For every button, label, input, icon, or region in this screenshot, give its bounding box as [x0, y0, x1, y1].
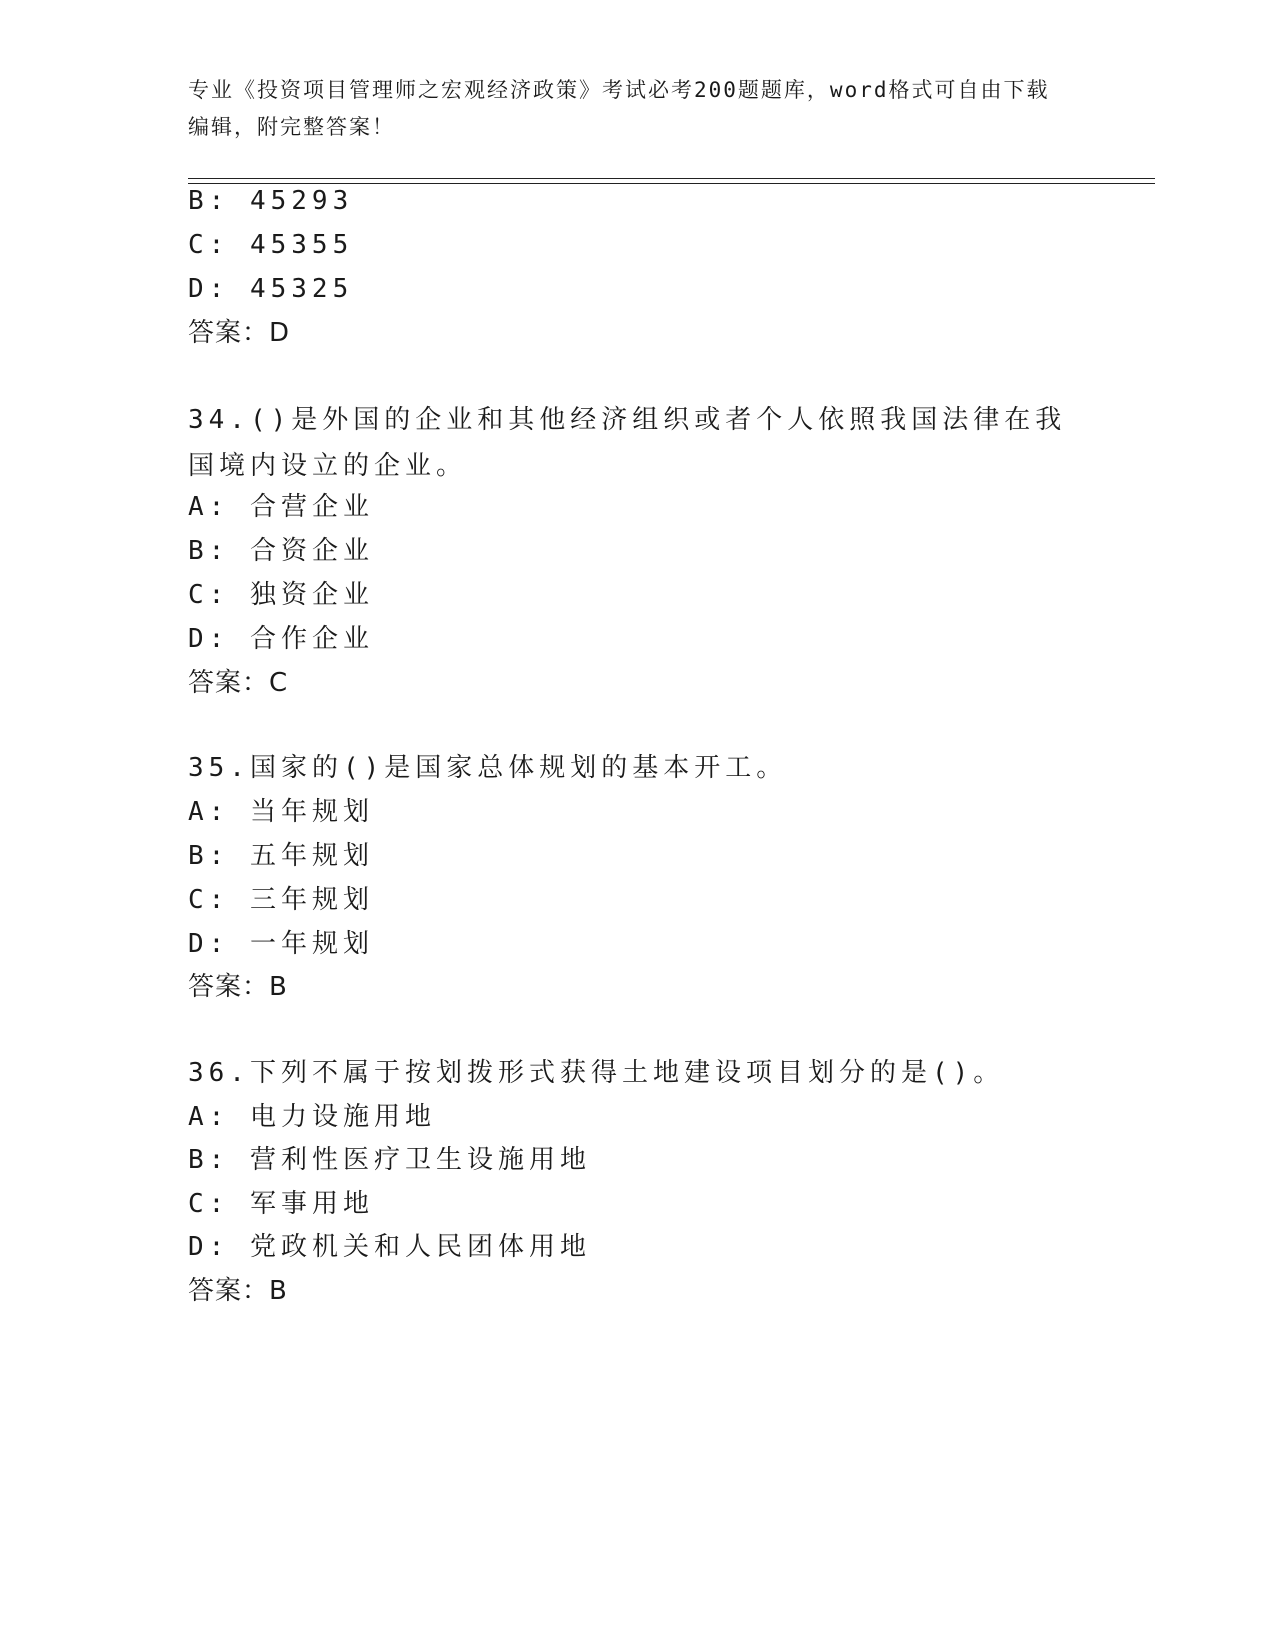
option-b: B: 合资企业 — [188, 536, 374, 566]
option-a: A: 电力设施用地 — [188, 1102, 436, 1132]
option-b: B: 五年规划 — [188, 841, 374, 871]
answer: 答案：C — [188, 668, 289, 698]
option-b: B: 45293 — [188, 186, 354, 216]
option-c: C: 三年规划 — [188, 885, 374, 915]
option-c: C: 独资企业 — [188, 580, 374, 610]
question-stem: 36.下列不属于按划拨形式获得土地建设项目划分的是()。 — [188, 1058, 1005, 1088]
question-stem: 35.国家的()是国家总体规划的基本开工。 — [188, 753, 788, 783]
option-a: A: 合营企业 — [188, 492, 374, 522]
option-a: A: 当年规划 — [188, 797, 374, 827]
option-d: D: 合作企业 — [188, 624, 374, 654]
option-c: C: 45355 — [188, 230, 354, 260]
header-rule-top — [188, 178, 1155, 179]
document-header: 专业《投资项目管理师之宏观经济政策》考试必考200题题库，word格式可自由下载编辑，附完整答案！ — [188, 78, 1050, 139]
option-d: D: 一年规划 — [188, 929, 374, 959]
question-stem: 34.()是外国的企业和其他经济组织或者个人依照我国法律在我国境内设立的企业。 — [188, 405, 1067, 481]
option-d: D: 党政机关和人民团体用地 — [188, 1232, 591, 1262]
answer: 答案：D — [188, 318, 291, 348]
option-d: D: 45325 — [188, 274, 354, 304]
answer: 答案：B — [188, 1276, 288, 1306]
option-c: C: 军事用地 — [188, 1189, 374, 1219]
answer: 答案：B — [188, 972, 288, 1002]
option-b: B: 营利性医疗卫生设施用地 — [188, 1145, 591, 1175]
